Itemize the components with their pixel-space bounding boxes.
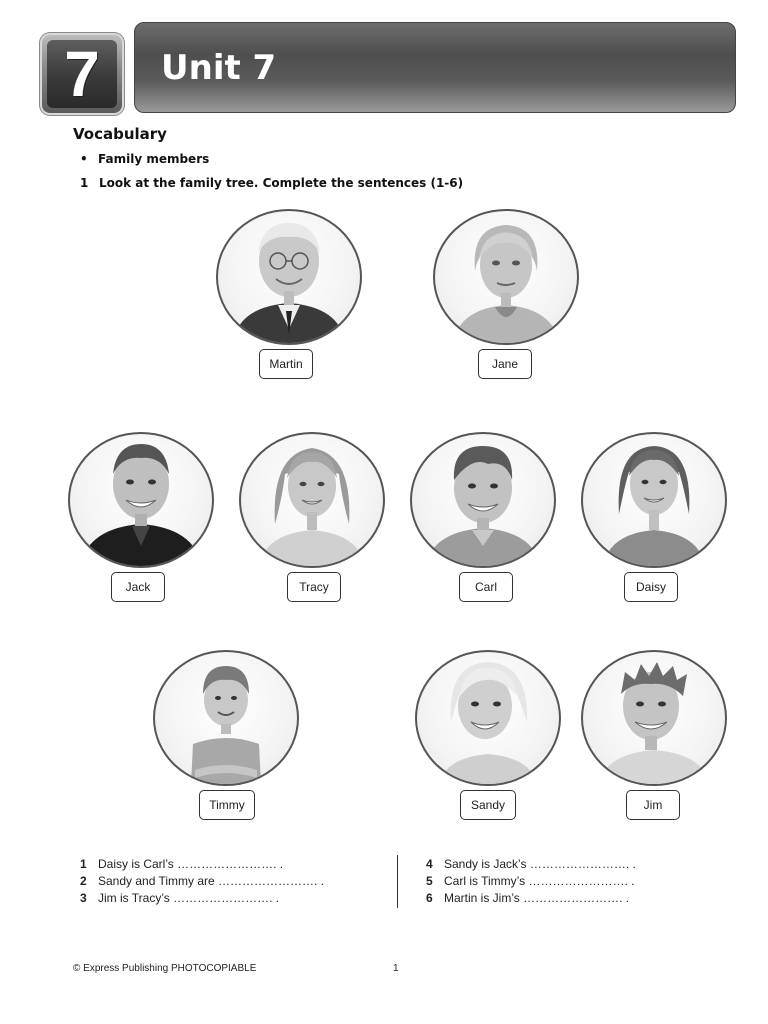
- sentence-item: [80, 856, 324, 873]
- sentence-text: Daisy is Carl’s ……………………. .: [98, 857, 284, 871]
- sentence-number: 4: [426, 857, 433, 871]
- sentence-text: Jim is Tracy’s ……………………. .: [98, 891, 280, 905]
- sentence-number: 6: [426, 891, 433, 905]
- portrait-illustration: [155, 652, 297, 784]
- unit-title: Unit 7: [161, 48, 277, 88]
- task-text: Look at the family tree. Complete the sentences (1-6): [99, 176, 464, 190]
- portrait-illustration: [241, 434, 383, 566]
- portrait-photo: [433, 209, 579, 345]
- unit-badge-face: [47, 40, 117, 108]
- footer-copyright: © Express Publishing PHOTOCOPIABLE: [73, 963, 257, 974]
- sentence-text: Carl is Timmy’s ……………………. .: [444, 874, 635, 888]
- name-label: Carl: [459, 572, 513, 602]
- section-title: Vocabulary: [73, 125, 167, 143]
- portrait-photo: [68, 432, 214, 568]
- portrait-illustration: [218, 211, 360, 343]
- sentence-item: [80, 890, 324, 907]
- bullet-text: Family members: [98, 152, 210, 166]
- portrait-illustration: [70, 434, 212, 566]
- sentences-left-column: [80, 856, 324, 907]
- sentence-item: [426, 856, 636, 873]
- name-label: Daisy: [624, 572, 678, 602]
- portrait-illustration: [417, 652, 559, 784]
- portrait-illustration: [583, 652, 725, 784]
- name-label: Martin: [259, 349, 313, 379]
- portrait-illustration: [435, 211, 577, 343]
- sentence-text: Sandy is Jack’s ……………………. .: [444, 857, 636, 871]
- unit-number-badge: [42, 35, 122, 113]
- name-label: Sandy: [460, 790, 516, 820]
- page-number: 1: [393, 963, 399, 974]
- portrait-photo: [410, 432, 556, 568]
- bullet-dot: •: [80, 152, 88, 166]
- sentences-right-column: [426, 856, 636, 907]
- portrait-illustration: [583, 434, 725, 566]
- sentence-item: [80, 873, 324, 890]
- name-label: Jim: [626, 790, 680, 820]
- portrait-photo: [581, 432, 727, 568]
- portrait-photo: [581, 650, 727, 786]
- portrait-photo: [153, 650, 299, 786]
- portrait-illustration: [412, 434, 554, 566]
- task-instruction: [80, 176, 463, 190]
- unit-number: 7: [64, 38, 100, 110]
- bullet-item: [80, 152, 209, 166]
- name-label: Timmy: [199, 790, 255, 820]
- task-number: 1: [80, 176, 89, 190]
- portrait-photo: [415, 650, 561, 786]
- portrait-photo: [216, 209, 362, 345]
- sentence-item: [426, 873, 636, 890]
- sentence-item: [426, 890, 636, 907]
- unit-title-banner: [134, 22, 736, 113]
- sentence-number: 1: [80, 857, 87, 871]
- name-label: Jane: [478, 349, 532, 379]
- column-divider: [397, 855, 398, 908]
- name-label: Jack: [111, 572, 165, 602]
- sentence-number: 3: [80, 891, 87, 905]
- sentence-number: 2: [80, 874, 87, 888]
- sentence-text: Sandy and Timmy are ……………………. .: [98, 874, 325, 888]
- sentence-number: 5: [426, 874, 433, 888]
- name-label: Tracy: [287, 572, 341, 602]
- sentence-text: Martin is Jim’s ……………………. .: [444, 891, 630, 905]
- portrait-photo: [239, 432, 385, 568]
